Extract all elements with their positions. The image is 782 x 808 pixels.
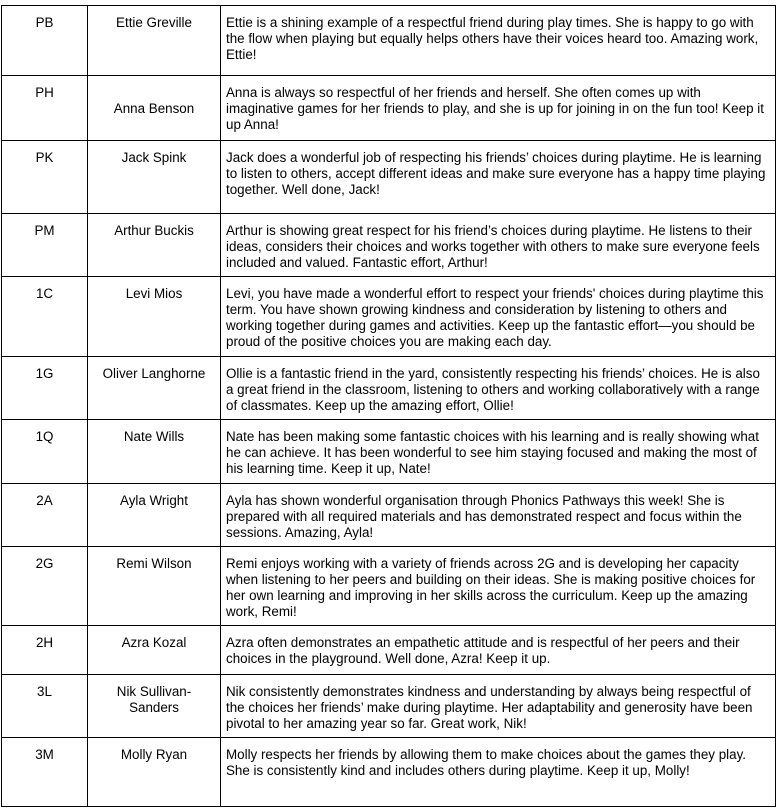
award-message: Levi, you have made a wonderful effort to respect your friends' choices during playtime this term. You have shown growing kindness and consideration by listening to others and working together during games and activities. Keep up the fantastic effort—you should be proud of the positive choices you are making each day. bbox=[221, 277, 776, 357]
class-code: 1G bbox=[2, 357, 88, 420]
award-message: Anna is always so respectful of her friends and herself. She often comes up with imaginative games for her friends to play, and she is up for joining in on the fun too! Keep it up Anna! bbox=[221, 76, 776, 141]
class-code: 2G bbox=[2, 547, 88, 626]
class-code: PM bbox=[2, 214, 88, 277]
student-name: Molly Ryan bbox=[88, 738, 221, 807]
class-code: PB bbox=[2, 6, 88, 76]
table-row bbox=[2, 484, 776, 547]
award-message: Ettie is a shining example of a respectful friend during play times. She is happy to go with the flow when playing but equally helps others have their voices heard too. Amazing work, Ettie! bbox=[221, 6, 776, 76]
class-code: 1Q bbox=[2, 420, 88, 484]
class-code: 3L bbox=[2, 675, 88, 738]
student-name: Arthur Buckis bbox=[88, 214, 221, 277]
class-code: 2A bbox=[2, 484, 88, 547]
table-row bbox=[2, 357, 776, 420]
class-code: 1C bbox=[2, 277, 88, 357]
award-message: Jack does a wonderful job of respecting his friends’ choices during playtime. He is learning to listen to others, accept different ideas and make sure everyone has a happy time playing together. Well done, Jack! bbox=[221, 141, 776, 214]
award-message: Arthur is showing great respect for his friend’s choices during playtime. He listens to their ideas, considers their choices and works together with others to make sure everyone feels included and valued. Fantastic effort, Arthur! bbox=[221, 214, 776, 277]
student-name: Jack Spink bbox=[88, 141, 221, 214]
table-row bbox=[2, 214, 776, 277]
student-name: Azra Kozal bbox=[88, 626, 221, 675]
award-message: Remi enjoys working with a variety of friends across 2G and is developing her capacity when listening to her peers and building on their ideas. She is making positive choices for her own learning and improving in her skills across the curriculum. Keep up the amazing work, Remi! bbox=[221, 547, 776, 626]
table-row bbox=[2, 738, 776, 807]
award-message: Nik consistently demonstrates kindness and understanding by always being respectful of the choices her friends’ make during playtime. Her adaptability and generosity have been pivotal to her amazing year so far. Great work, Nik! bbox=[221, 675, 776, 738]
student-name: Levi Mios bbox=[88, 277, 221, 357]
table-row bbox=[2, 626, 776, 675]
student-name: Anna Benson bbox=[88, 76, 221, 141]
award-message: Ayla has shown wonderful organisation through Phonics Pathways this week! She is prepared with all required materials and has demonstrated respect and focus within the sessions. Amazing, Ayla! bbox=[221, 484, 776, 547]
award-message: Azra often demonstrates an empathetic attitude and is respectful of her peers and their choices in the playground. Well done, Azra! Keep it up. bbox=[221, 626, 776, 675]
table-row bbox=[2, 76, 776, 141]
award-message: Nate has been making some fantastic choices with his learning and is really showing what he can achieve. It has been wonderful to see him staying focused and making the most of his learning time. Keep it up, Nate! bbox=[221, 420, 776, 484]
table-row bbox=[2, 547, 776, 626]
table-row bbox=[2, 420, 776, 484]
table-row bbox=[2, 141, 776, 214]
table-row bbox=[2, 675, 776, 738]
table-row bbox=[2, 277, 776, 357]
class-code: 2H bbox=[2, 626, 88, 675]
awards-table bbox=[1, 5, 776, 807]
class-code: PH bbox=[2, 76, 88, 141]
student-name: Nik Sullivan-Sanders bbox=[88, 675, 221, 738]
table-row bbox=[2, 6, 776, 76]
student-name: Ayla Wright bbox=[88, 484, 221, 547]
student-name: Remi Wilson bbox=[88, 547, 221, 626]
class-code: 3M bbox=[2, 738, 88, 807]
student-name: Nate Wills bbox=[88, 420, 221, 484]
award-message: Ollie is a fantastic friend in the yard, consistently respecting his friends’ choices. He is also a great friend in the classroom, listening to others and working collaboratively with a range of classmates. Keep up the amazing effort, Ollie! bbox=[221, 357, 776, 420]
award-message: Molly respects her friends by allowing them to make choices about the games they play. She is consistently kind and includes others during playtime. Keep it up, Molly! bbox=[221, 738, 776, 807]
student-name: Oliver Langhorne bbox=[88, 357, 221, 420]
class-code: PK bbox=[2, 141, 88, 214]
student-name: Ettie Greville bbox=[88, 6, 221, 76]
